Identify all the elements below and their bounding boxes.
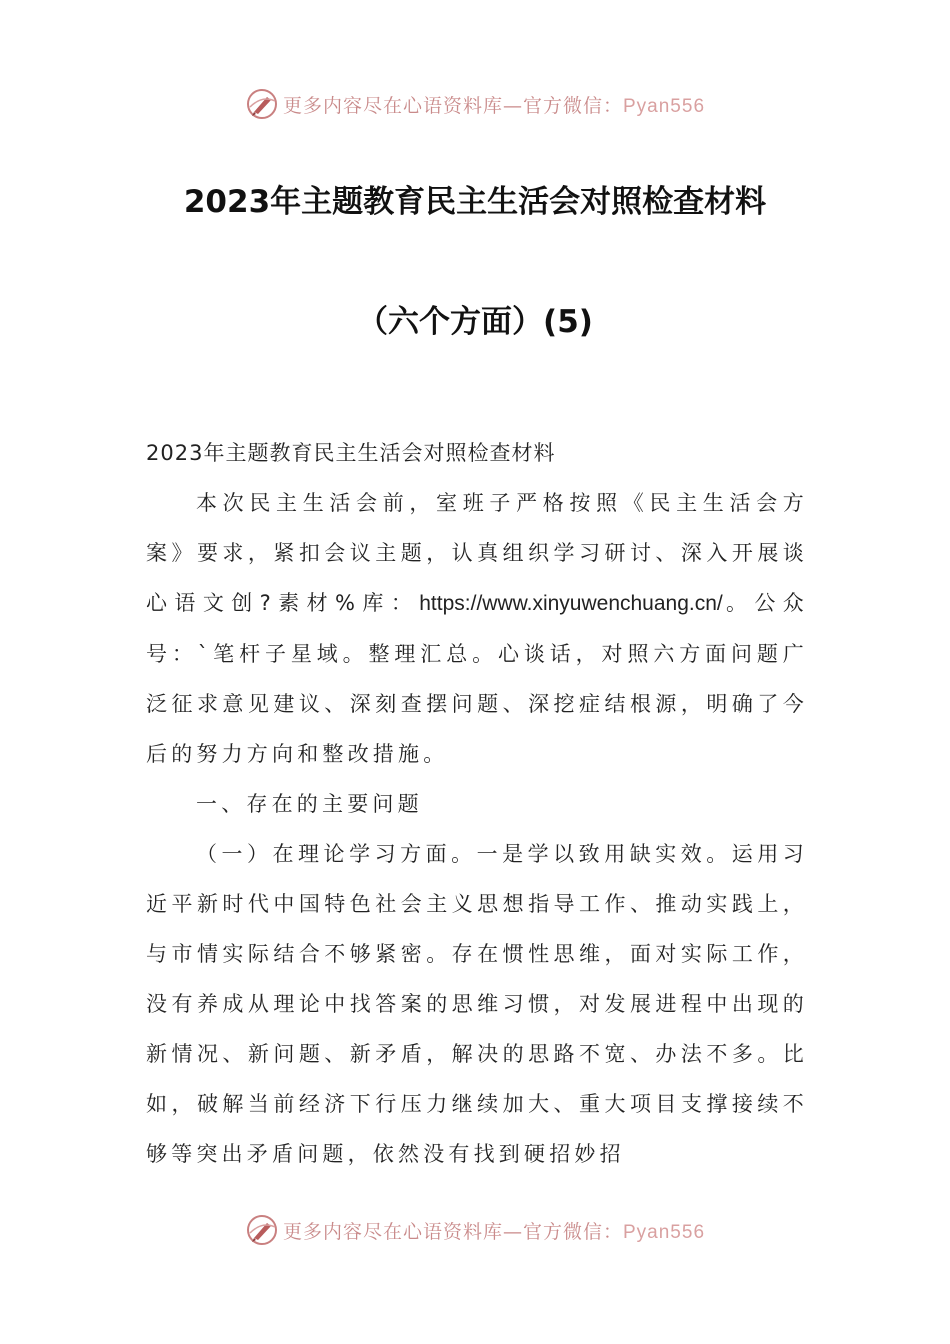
section-heading-1: 一、存在的主要问题 [196, 792, 423, 816]
paragraph-theory-study: （一）在理论学习方面。一是学以致用缺实效。运用习近平新时代中国特色社会主义思想指导工作、推动实践上，与市情实际结合不够紧密。存在惯性思维，面对实际工作，没有养成从理论中找答案的思维习惯，对发展进程中出现的新情况、新问题、新矛盾，解决的思路不宽、办法不多。比如，破解当前经济下行压力继续加大、重大项目支撑接续不够等突出矛盾问题，依然没有找到硬招妙招 [146, 842, 808, 1166]
watermark-banner-bottom [0, 1208, 950, 1252]
pen-logo-icon [245, 1213, 279, 1247]
watermark-text: 更多内容尽在心语资料库—官方微信：Pyan556 [282, 94, 706, 117]
watermark-text: 更多内容尽在心语资料库—官方微信：Pyan556 [282, 1220, 706, 1243]
document-body [146, 428, 808, 1179]
source-url: https://www.xinyuwenchuang.cn/ [419, 592, 723, 615]
watermark-banner-top [0, 82, 950, 126]
body-subtitle: 2023年主题教育民主生活会对照检查材料 [146, 441, 556, 465]
document-title-line2: （六个方面）(5) [357, 304, 593, 340]
document-title-line1: 2023年主题教育民主生活会对照检查材料 [183, 184, 767, 220]
paragraph-intro: 本次民主生活会前，室班子严格按照《民主生活会方案》要求，紧扣会议主题，认真组织学习研讨、深入开展谈心语文创?素材%库：https://www.xinyuwenchuang.cn/。公众号：`笔杆子星域。整理汇总。心谈话，对照六方面问题广泛征求意见建议、深刻查摆问题、深挖症结根源，明确了今后的努力方向和整改措施。 [146, 491, 808, 766]
pen-logo-icon [245, 87, 279, 121]
